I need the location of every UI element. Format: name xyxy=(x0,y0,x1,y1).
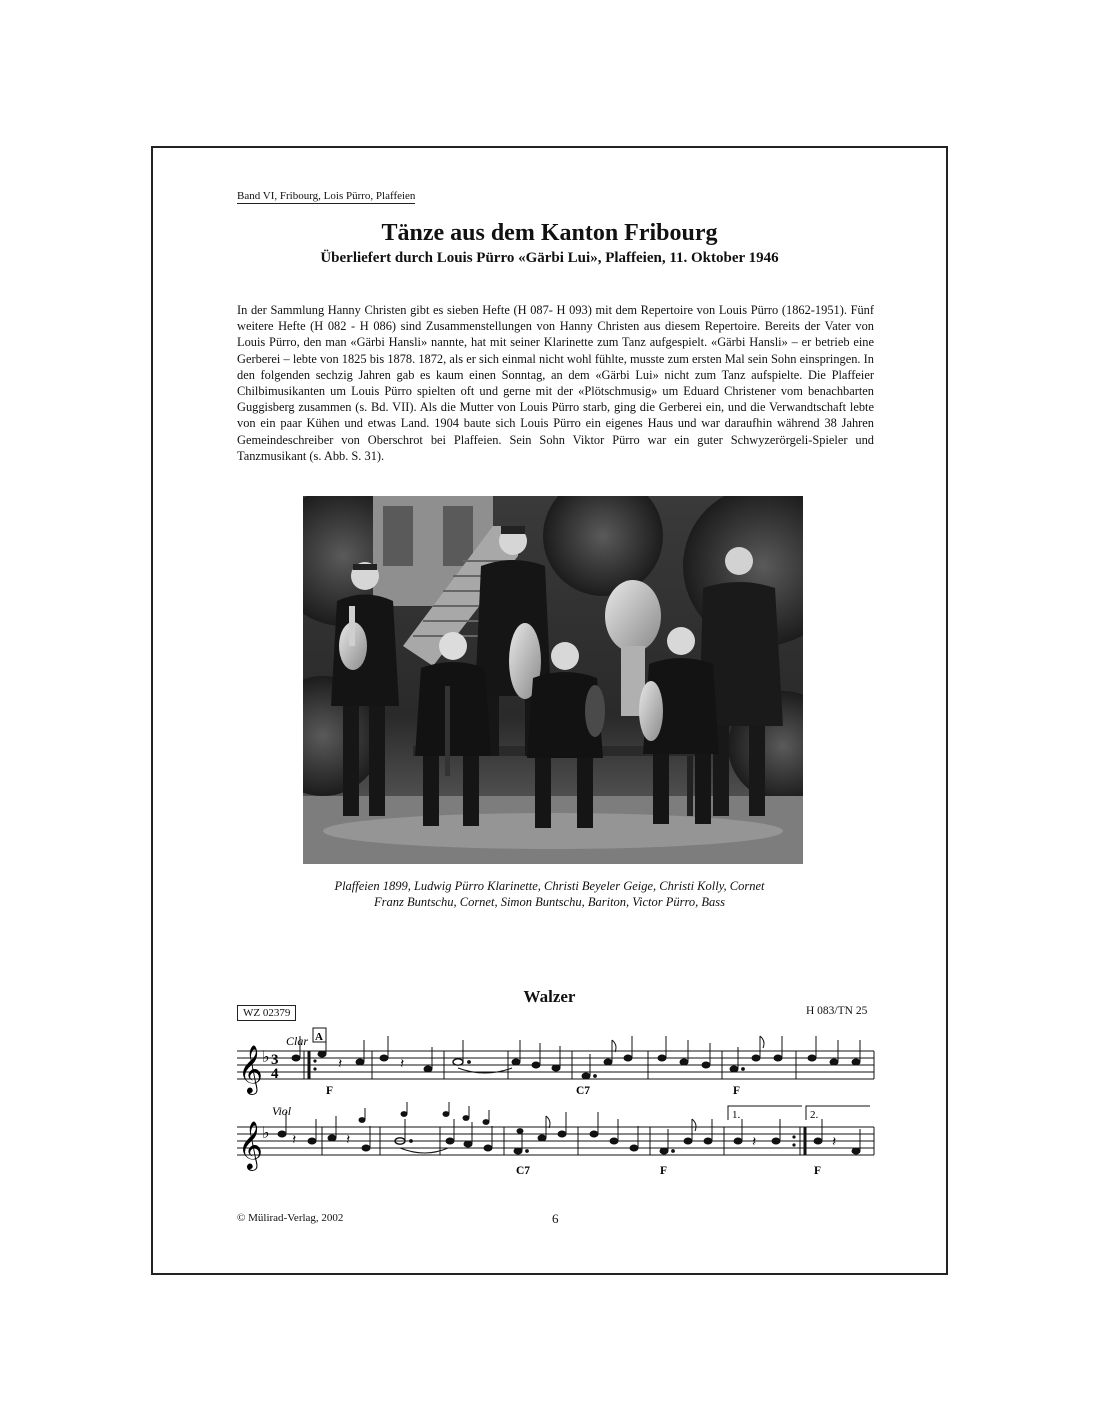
treble-clef-1: 𝄞 xyxy=(238,1047,263,1093)
instrument-label-2: Viol xyxy=(272,1104,292,1118)
chord-symbol: F xyxy=(814,1165,822,1177)
running-head: Band VI, Fribourg, Lois Pürro, Plaffeien xyxy=(237,190,416,202)
svg-text:𝄽: 𝄽 xyxy=(338,1057,343,1072)
photo-caption xyxy=(151,878,948,910)
svg-text:𝄽: 𝄽 xyxy=(832,1135,837,1150)
musicians-photo xyxy=(303,496,803,864)
tune-id-box: WZ 02379 xyxy=(237,1005,296,1021)
rehearsal-mark: A xyxy=(315,1031,323,1043)
chord-symbol: F xyxy=(326,1085,334,1097)
caption-line-1: Plaffeien 1899, Ludwig Pürro Klarinette, Christi Beyeler Geige, Christi Kolly, Cornet xyxy=(334,879,765,893)
chord-symbol: F xyxy=(660,1165,668,1177)
chord-symbol: C7 xyxy=(576,1085,591,1097)
copyright-notice: © Mülirad-Verlag, 2002 xyxy=(237,1212,344,1224)
page-subtitle: Überliefert durch Louis Pürro «Gärbi Lui», Plaffeien, 11. Oktober 1946 xyxy=(320,250,779,266)
caption-line-2: Franz Buntschu, Cornet, Simon Buntschu, Bariton, Victor Pürro, Bass xyxy=(373,895,726,909)
instrument-label-1: Clar xyxy=(286,1034,309,1048)
flat-sign-2: ♭ xyxy=(262,1125,270,1142)
time-sig-denominator: 4 xyxy=(271,1066,279,1082)
ending-1-label: 1. xyxy=(732,1109,741,1121)
treble-clef-2: 𝄞 xyxy=(238,1123,263,1169)
flat-sign-1: ♭ xyxy=(262,1049,270,1066)
page-title: Tänze aus dem Kanton Fribourg xyxy=(381,220,718,246)
music-title: Walzer xyxy=(523,987,576,1006)
ending-2-label: 2. xyxy=(810,1109,819,1121)
page-number: 6 xyxy=(552,1211,559,1226)
svg-text:𝄽: 𝄽 xyxy=(346,1133,351,1148)
intro-paragraph: In der Sammlung Hanny Christen gibt es sieben Hefte (H 087- H 093) mit dem Repertoire von Louis Pürro (1862-1951). Fünf weitere Hefte (H 082 - H 086) sind Zusammenstellungen von Hanny Christen aus diesem Repertoire. Bereits der Vater von Louis Pürro, den man «Gärbi Hansli» nannte, hat mit seiner Klarinette zum Tanz aufgespielt. «Gärbi Hansli» – er betrieb eine Gerberei – lebte von 1825 bis 1878. 1872, als er sich einmal nicht wohl fühlte, musste zum ersten Mal sein Sohn einspringen. In den folgenden sechzig Jahren gab es kaum einen Sonntag, an dem «Gärbi Lui» nicht zum Tanz aufspielte. Die Plaffeier Chilbimusikanten um Louis Pürro spielten oft und gerne mit der «Plötschmusig» um Eduard Christener vom benachbarten Guggisberg zusammen (s. Bd. VII). Als die Mutter von Louis Pürro starb, ging die Gerberei ein, und die Verwandtschaft lebte von ein paar Kühen und etwas Land. 1904 baute sich Louis Pürro ein eigenes Haus und war daraufhin während 38 Jahren Gemeindeschreiber von Oberschrot bei Plaffeien. Sein Sohn Viktor Pürro war ein guter Schwyzerörgeli-Spieler und Tanzmusikant (s. Abb. S. 31). xyxy=(237,303,874,463)
svg-text:𝄽: 𝄽 xyxy=(400,1057,405,1072)
chord-symbol: F xyxy=(733,1085,741,1097)
source-reference: H 083/TN 25 xyxy=(806,1005,868,1017)
chord-symbol: C7 xyxy=(516,1165,531,1177)
svg-text:𝄽: 𝄽 xyxy=(292,1133,297,1148)
time-sig-numerator: 3 xyxy=(271,1052,279,1068)
svg-text:𝄽: 𝄽 xyxy=(752,1135,757,1150)
